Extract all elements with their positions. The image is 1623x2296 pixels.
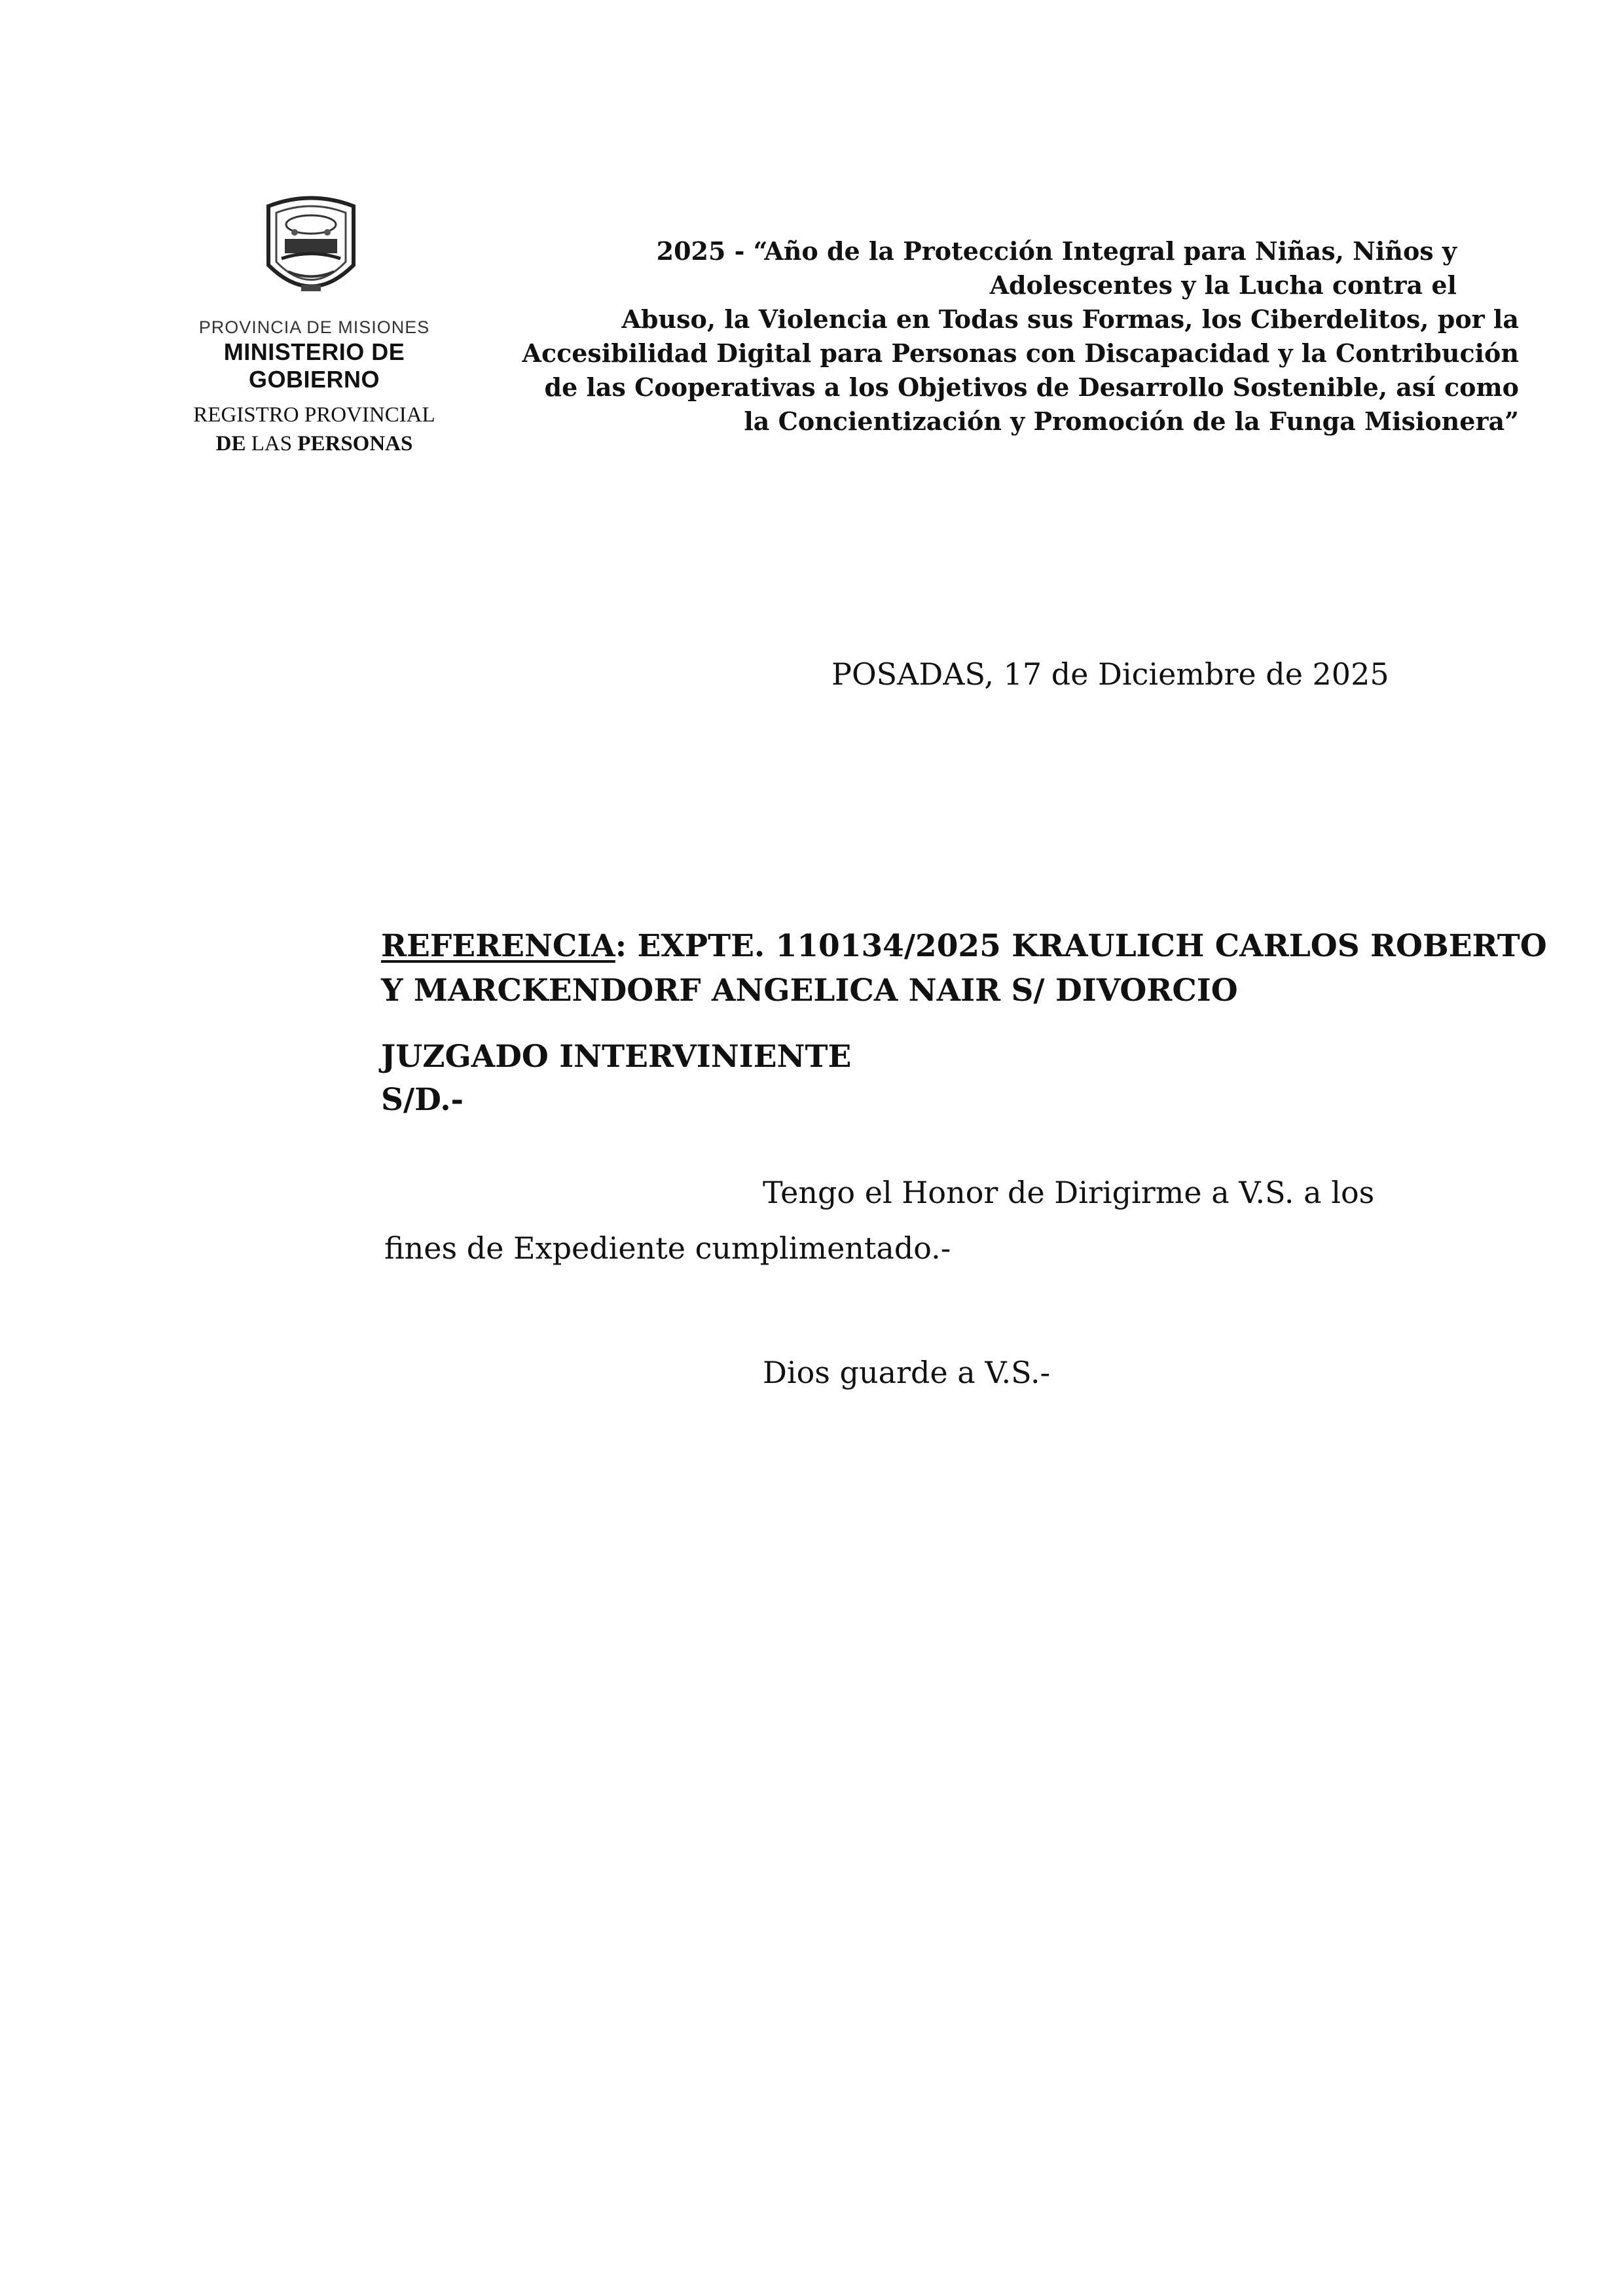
motto-line: Adolescentes y la Lucha contra el bbox=[989, 270, 1457, 300]
recipient-block bbox=[381, 1035, 851, 1122]
logo-ministry-text: MINISTERIO DE GOBIERNO bbox=[223, 338, 405, 393]
registry-line-2-de: DE bbox=[215, 432, 246, 456]
registry-line-2-las: LAS bbox=[246, 432, 298, 456]
registry-line-2-personas: PERSONAS bbox=[297, 432, 413, 456]
reference-line-2: Y MARCKENDORF ANGELICA NAIR S/ DIVORCIO bbox=[381, 973, 1238, 1009]
recipient-sd: S/D.- bbox=[381, 1082, 464, 1118]
year-motto bbox=[498, 234, 1519, 439]
registry-line-1: REGISTRO PROVINCIAL bbox=[193, 403, 435, 427]
body-line-2: fines de Expediente cumplimentado.- bbox=[384, 1230, 951, 1266]
reference-label: REFERENCIA bbox=[381, 928, 615, 964]
body-line-1: Tengo el Honor de Dirigirme a V.S. a los bbox=[763, 1175, 1375, 1210]
closing-line: Dios guarde a V.S.- bbox=[763, 1355, 1051, 1390]
reference-line-1 bbox=[381, 924, 1547, 969]
motto-line: la Concientización y Promoción de la Funga Misionera” bbox=[744, 406, 1519, 436]
motto-line: 2025 - “Año de la Protección Integral para Niñas, Niños y bbox=[656, 236, 1457, 266]
ministry-logo bbox=[160, 193, 468, 393]
reference-block bbox=[381, 924, 1547, 1013]
motto-line: de las Cooperativas a los Objetivos de Desarrollo Sostenible, así como bbox=[544, 372, 1519, 402]
provincial-seal-icon bbox=[255, 193, 367, 308]
registry-name bbox=[151, 401, 478, 458]
date-line: POSADAS, 17 de Diciembre de 2025 bbox=[831, 656, 1389, 692]
logo-province-text: PROVINCIA DE MISIONES bbox=[198, 317, 430, 337]
recipient-court: JUZGADO INTERVINIENTE bbox=[381, 1039, 852, 1075]
motto-line: Abuso, la Violencia en Todas sus Formas, los Ciberdelitos, por la bbox=[621, 304, 1519, 334]
registry-line-2 bbox=[151, 429, 478, 458]
motto-line: Accesibilidad Digital para Personas con Discapacidad y la Contribución bbox=[522, 338, 1519, 368]
reference-expediente: : EXPTE. 110134/2025 KRAULICH CARLOS ROBERTO bbox=[615, 928, 1547, 964]
